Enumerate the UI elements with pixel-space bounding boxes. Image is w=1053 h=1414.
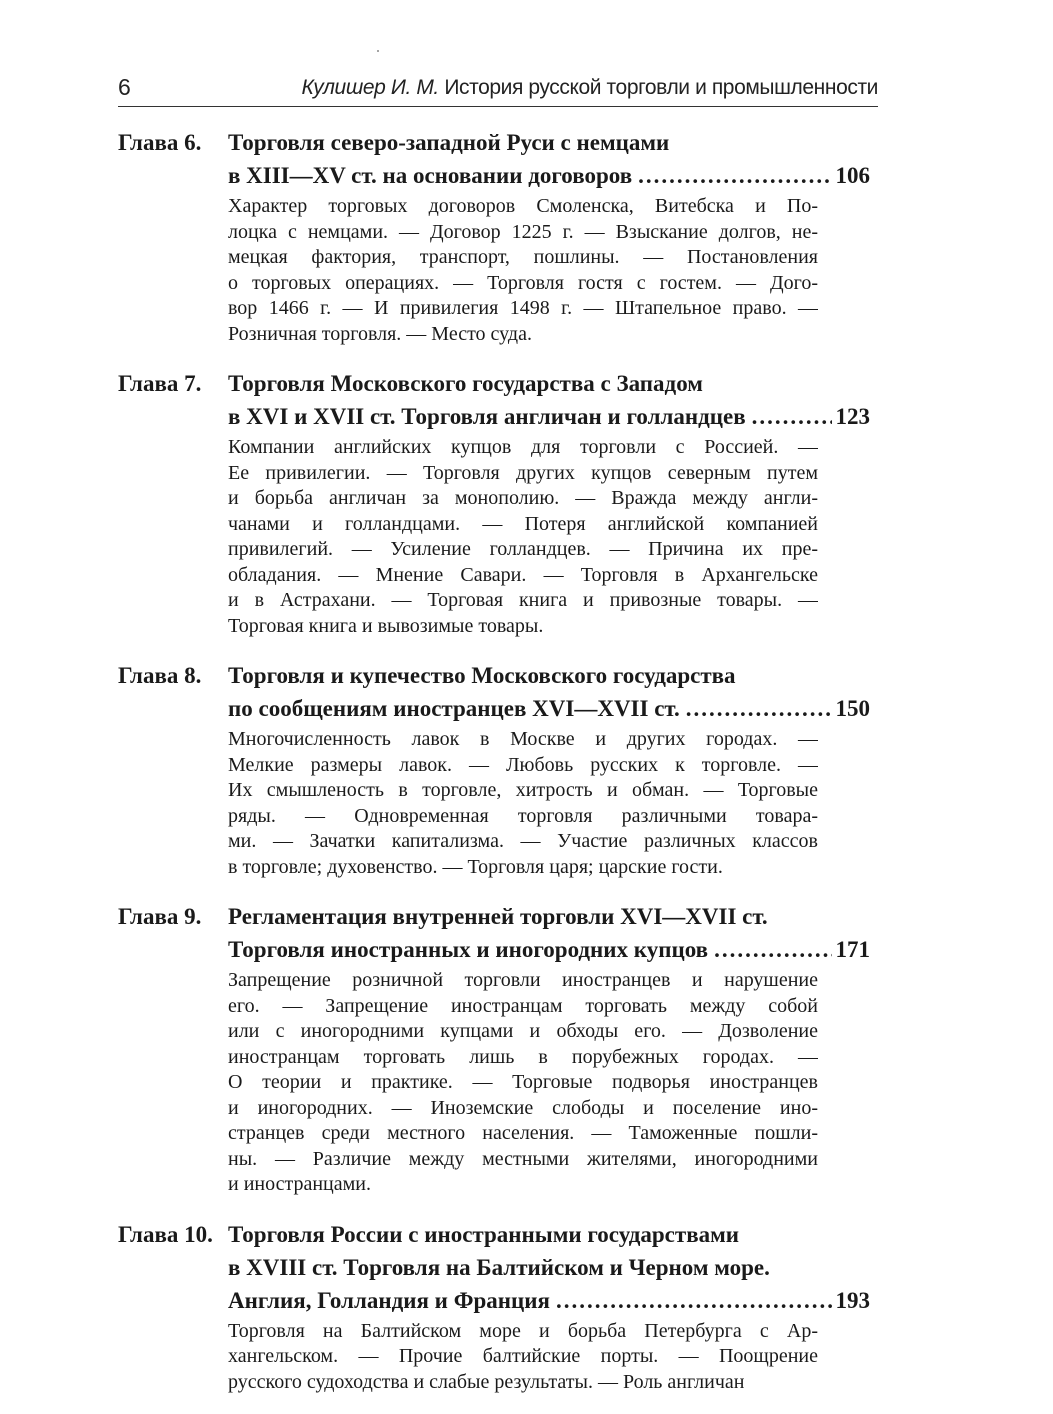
chapter-heading-line: Торговля Московского государства с Западом	[228, 371, 703, 396]
summary-line: и борьба англичан за монополию. — Вражда между англи-	[228, 487, 818, 509]
summary-line: мецкая фактория, транспорт, пошлины. — Постановления	[228, 246, 818, 268]
summary-line: Розничная торговля. — Место суда.	[228, 322, 532, 345]
chapter-heading-row	[228, 692, 870, 725]
chapter-page-number: 123	[835, 404, 870, 429]
chapter-heading-line: Англия, Голландия и Франция	[228, 1287, 550, 1313]
summary-line: О теории и практике. — Торговые подворья иностранцев	[228, 1071, 818, 1093]
summary-line: Компании английских купцов для торговли с Россией. —	[228, 436, 818, 458]
dot-leader	[638, 159, 831, 192]
summary-line: о торговых операциях. — Торговля гостя с гостем. — Дого-	[228, 271, 818, 294]
summary-line: его. — Запрещение иностранцам торговать между собой	[228, 994, 818, 1017]
chapter-page-number: 150	[835, 696, 870, 721]
chapter-heading-row	[228, 933, 870, 966]
summary-line: и в Астрахани. — Торговая книга и привозные товары. —	[228, 589, 818, 611]
summary-line: лоцка с немцами. — Договор 1225 г. — Взыскание долгов, не-	[228, 220, 818, 243]
summary-line: Мелкие размеры лавок. — Любовь русских к торговле. —	[228, 753, 818, 776]
summary-line: и иностранцами.	[228, 1173, 371, 1195]
chapter-heading-row	[228, 159, 870, 192]
chapter-label: Глава 7.	[118, 371, 202, 396]
chapter-label: Глава 10.	[118, 1221, 213, 1247]
toc-entry	[118, 367, 870, 639]
chapter-page-number: 193	[835, 1287, 870, 1313]
summary-line: иностранцам торговать лишь в порубежных городах. —	[228, 1045, 818, 1068]
chapter-heading-line: Регламентация внутренней торговли XVI—XVII ст.	[228, 904, 768, 929]
dot-leader	[752, 400, 832, 433]
chapter-page-number: 171	[835, 937, 870, 962]
dot-leader	[686, 692, 832, 725]
summary-line: ны. — Различие между местными жителями, иногородними	[228, 1147, 818, 1170]
author-name: Кулишер И. М.	[301, 76, 439, 99]
chapter-page-number: 106	[835, 163, 870, 188]
toc-entry	[118, 659, 870, 880]
summary-line: Многочисленность лавок в Москве и других городах. —	[228, 728, 818, 750]
chapter-label: Глава 9.	[118, 904, 202, 929]
summary-line: привилегий. — Усиление голландцев. — Причина их пре-	[228, 538, 818, 560]
summary-line: обладания. — Мнение Савари. — Торговля в Архангельске	[228, 563, 818, 586]
chapter-heading-line: Торговля России с иностранными государствами	[228, 1221, 740, 1247]
chapter-heading-line: в XVIII ст. Торговля на Балтийском и Черном море.	[228, 1254, 770, 1280]
chapter-heading-line: Торговля иностранных и иногородних купцов	[228, 937, 709, 962]
summary-line: вор 1466 г. — И привилегия 1498 г. — Штапельное право. —	[228, 297, 818, 319]
summary-line: русского судоходства и слабые результаты. — Роль англичан	[228, 1370, 745, 1393]
chapter-summary	[228, 194, 818, 347]
chapter-heading-line: в XVI и XVII ст. Торговля англичан и голландцев	[228, 404, 746, 429]
chapter-summary	[228, 727, 818, 880]
summary-line: в торговле; духовенство. — Торговля царя; царские гости.	[228, 855, 723, 878]
toc-entry	[118, 900, 870, 1198]
chapter-heading-row	[228, 400, 870, 433]
summary-line: Запрещение розничной торговли иностранцев и нарушение	[228, 969, 818, 991]
chapter-summary	[228, 435, 818, 639]
summary-line: Характер торговых договоров Смоленска, Витебска и По-	[228, 195, 818, 217]
summary-line: ми. — Зачатки капитализма. — Участие различных классов	[228, 830, 818, 852]
chapter-label: Глава 6.	[118, 130, 202, 155]
summary-line: чанами и голландцами. — Потеря английской компанией	[228, 512, 818, 535]
summary-line: хангельском. — Прочие балтийские порты. — Поощрение	[228, 1345, 818, 1367]
dot-leader	[714, 933, 831, 966]
page-number: 6	[118, 74, 131, 100]
summary-line: Их смышленость в торговле, хитрость и обман. — Торговые	[228, 779, 818, 801]
chapter-heading-line: Торговля и купечество Московского государства	[228, 663, 736, 688]
toc-entry	[118, 126, 870, 347]
summary-line: Торговля на Балтийском море и борьба Петербурга с Ар-	[228, 1319, 818, 1342]
running-title	[302, 76, 879, 100]
summary-line: и иногородних. — Иноземские слободы и поселение ино-	[228, 1096, 818, 1119]
running-header	[118, 72, 878, 107]
toc-entry	[118, 1218, 870, 1396]
paper-speck	[377, 50, 379, 52]
chapter-summary	[228, 1319, 818, 1396]
table-of-contents	[118, 126, 870, 1395]
summary-line: ряды. — Одновременная торговля различными товара-	[228, 804, 818, 827]
chapter-heading-line: по сообщениям иностранцев XVI—XVII ст.	[228, 696, 680, 721]
summary-line: Торговая книга и вывозимые товары.	[228, 614, 544, 637]
summary-line: или с иногородними купцами и обходы его. — Дозволение	[228, 1020, 818, 1042]
dot-leader	[556, 1284, 832, 1317]
chapter-heading-line: Торговля северо-западной Руси с немцами	[228, 130, 670, 155]
chapter-heading-line: в XIII—XV ст. на основании договоров	[228, 163, 633, 188]
summary-line: Ее привилегии. — Торговля других купцов северным путем	[228, 461, 818, 484]
book-title: История русской торговли и промышленности	[444, 76, 878, 99]
summary-line: странцев среди местного населения. — Таможенные пошли-	[228, 1122, 818, 1144]
chapter-summary	[228, 968, 818, 1198]
chapter-heading-row	[228, 1284, 870, 1317]
chapter-label: Глава 8.	[118, 663, 202, 688]
